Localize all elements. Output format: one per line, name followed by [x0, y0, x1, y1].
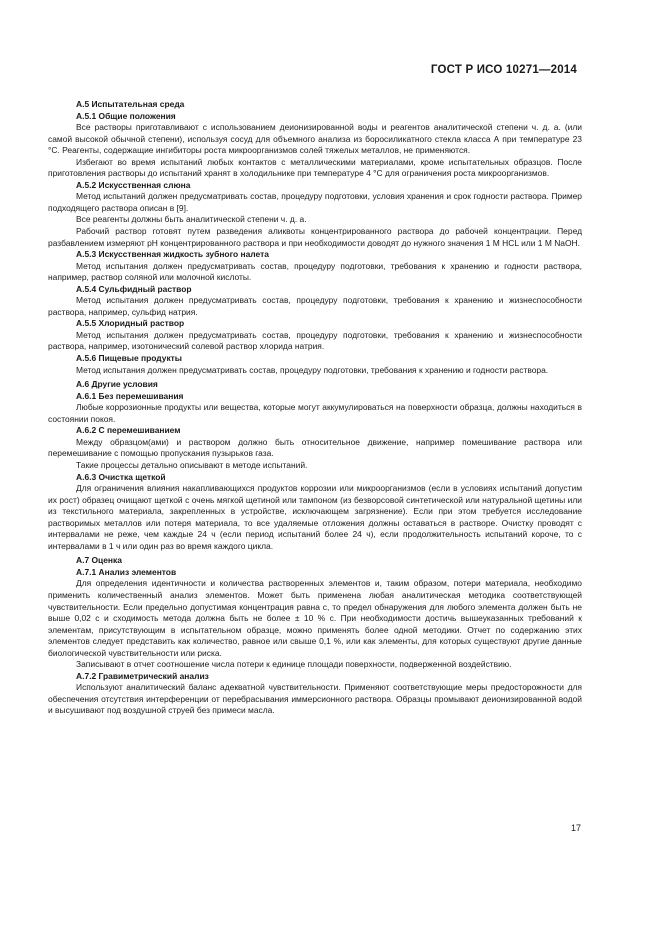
paragraph: Записывают в отчет соотношение числа потери к единице площади поверхности, подверженной воздействию.: [76, 659, 512, 670]
standard-header: ГОСТ Р ИСО 10271—2014: [430, 64, 577, 76]
subsection-heading: А.6.1 Без перемешивания: [76, 390, 184, 401]
subsection-heading: А.5.1 Общие положения: [76, 110, 176, 121]
subsection-heading: А.5.5 Хлоридный раствор: [76, 318, 185, 329]
section-heading: А.7 Оценка: [76, 555, 122, 566]
paragraph: Используют аналитический баланс адекватной чувствительности. Применяют соответствующие меры предосторожности для обеспечения отсутствия интерференции от перебрасывания иммерсионного раствора. Образцы промывают деионизированной водой и высушивают под воздушной струей без примеси масла.: [48, 682, 582, 716]
paragraph: Для определения идентичности и количества растворенных элементов и, таким образом, потери материала, необходимо применить количественный анализ элементов. Может быть применена любая аналитическая методика соответствующей чувствительности. Если предельно допустимая концентрация равна c, то предел обнаружения для любого элемента должен быть не выше 0,02 c и сходимость метода должна быть не более ± 10 % c. При необходимости достичь вышеуказанных требований к элементам, присутствующим в испытательном образце, можно применять более одной методики. Отчет по содержанию этих элементов следует представить как количество, равное или свыше 0,1 %, или как элементы, для которых существуют другие данные биологической чувствительности или риска.: [48, 578, 582, 658]
paragraph: Метод испытания должен предусматривать состав, процедуру подготовки, требования к хранению и жизнеспособности раствора, например, сульфид натрия.: [48, 295, 582, 317]
subsection-heading: А.5.3 Искусственная жидкость зубного налета: [76, 249, 269, 260]
subsection-heading: А.5 Испытательная среда: [76, 99, 185, 109]
subsection-heading: А.7.1 Анализ элементов: [76, 566, 177, 577]
paragraph: Избегают во время испытаний любых контактов с металлическими материалами, кроме испытательных образцов. После приготовления растворы до испытаний хранят в холодильнике при температуре 4 °С для ограничения роста микроорганизмов.: [48, 156, 582, 179]
paragraph: Для ограничения влияния накапливающихся продуктов коррозии или микроорганизмов (если в условиях испытаний допустим их рост) образец очищают щеткой с очень мягкой щетиной или тампоном (из безворсовой синтетической или натуральной щетины или из текстильного материала, закрепленных в устройстве, исключающем загрязнение). Если при этом требуется исследование растворимых металлов или потеря материала, то все удаляемые отложения должны оставаться в растворе. Очистку проводят с интервалами не реже, чем каждые 24 ч (если период испытаний более 24 ч), если продолжительность испытаний короче, то с интервалами в 1 ч или один раз во время каждого цикла.: [48, 483, 582, 551]
paragraph: Метод испытания должен предусматривать состав, процедуру подготовки, требования к хранению и годности раствора.: [76, 364, 549, 375]
paragraph: Между образцом(ами) и раствором должно быть относительное движение, например помешивание раствора или перемешивание с помощью пропускания пузырьков газа.: [48, 436, 582, 459]
subsection-heading: А.7.2 Гравиметрический анализ: [76, 670, 209, 681]
subsection-heading: А.5.2 Искусственная слюна: [76, 179, 191, 190]
subsection-heading: А.6.3 Очистка щеткой: [76, 471, 166, 482]
paragraph: Такие процессы детально описывают в методе испытаний.: [76, 459, 308, 470]
document-body: [48, 99, 582, 717]
subsection-heading: А.5.4 Сульфидный раствор: [76, 283, 192, 294]
paragraph: Все реагенты должны быть аналитической степени ч. д. а.: [76, 214, 307, 225]
paragraph: Метод испытаний должен предусматривать состав, процедуру подготовки, условия хранения и срок годности раствора. Пример подходящего раствора описан в [9].: [48, 191, 582, 213]
paragraph: Любые коррозионные продукты или вещества, которые могут аккумулироваться на поверхности образца, должны находиться в состоянии покоя.: [48, 402, 582, 424]
paragraph: Все растворы приготавливают с использованием деионизированной воды и реагентов аналитической степени ч. д. а. (или самой высокой обычной степени), используя сосуд для объемного анализа из боросиликатного стекла класса А при температуре 23 °С. Реагенты, содержащие ингибиторы роста микроорганизмов солей тяжелых металлов, не применяются.: [48, 122, 582, 156]
page-number: 17: [570, 823, 581, 833]
paragraph: Метод испытания должен предусматривать состав, процедуру подготовки, требования к хранению и годности раствора, например, раствор соляной или молочной кислоты.: [48, 260, 582, 283]
paragraph: Метод испытания должен предусматривать состав, процедуру подготовки, требования к хранению и жизнеспособности раствора, например, изотонический солевой раствор хлорида натрия.: [48, 329, 582, 352]
paragraph: Рабочий раствор готовят путем разведения аликвоты концентрированного раствора до рабочей концентрации. Перед разбавлением измеряют рН концентрированного раствора и при необходимости доводят до нужного значения 1 М HCL или 1 М NaOH.: [48, 226, 582, 248]
subsection-heading: А.5.6 Пищевые продукты: [76, 353, 183, 364]
section-heading: А.6 Другие условия: [76, 379, 158, 390]
subsection-heading: А.6.2 С перемешиванием: [76, 425, 181, 436]
